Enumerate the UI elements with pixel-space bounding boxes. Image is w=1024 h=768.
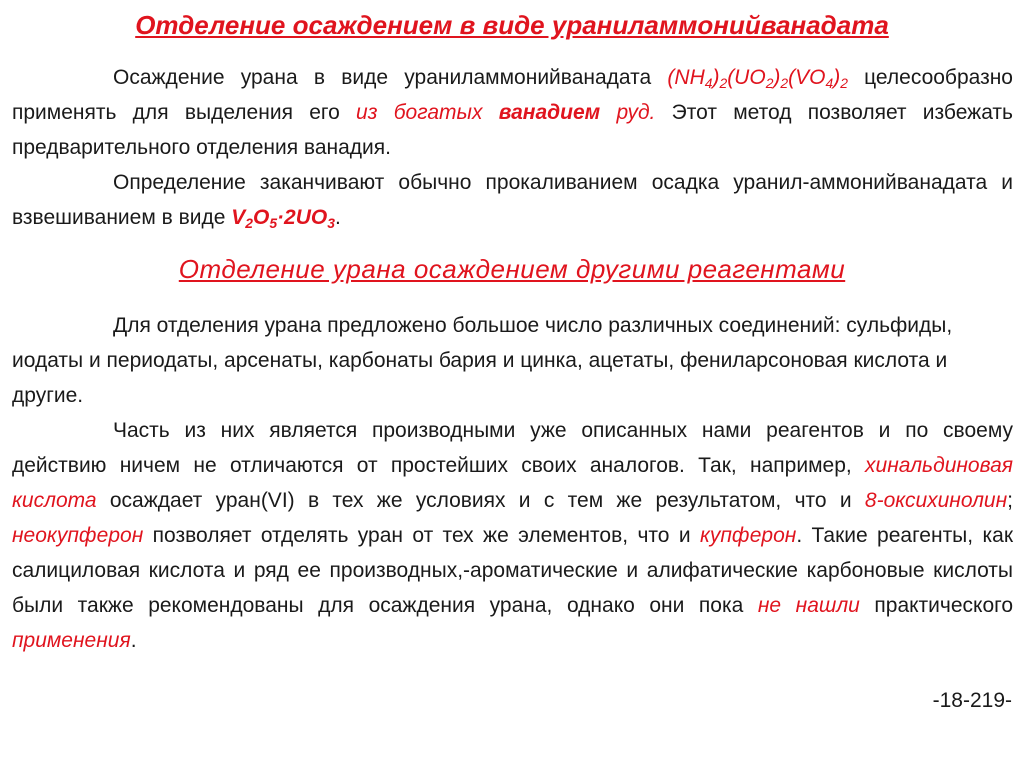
formula-weighing-form: $V_2O_5\cdot 2UO_3$ <box>231 206 335 231</box>
text-segment: позволяет отделять уран от тех же элементов, что и <box>143 524 700 547</box>
text-segment: ; <box>1007 489 1013 512</box>
paragraph-precipitation <box>12 60 1013 165</box>
paragraph-derivatives <box>12 413 1013 658</box>
page-number: -18-219- <box>932 689 1012 712</box>
highlight-vanadium: ванадием <box>498 101 601 124</box>
text-segment: практического <box>859 594 1013 617</box>
text-segment: Осаждение урана в виде ураниламмонийванадата <box>113 66 668 89</box>
highlight-oxyquinoline: 8-оксихинолин <box>864 489 1008 512</box>
section-vanadate-text <box>12 60 1013 235</box>
text-segment: Для отделения урана предложено большое число различных соединений: сульфиды, иодаты и периодаты, арсенаты, карбонаты бария и цинка, ацетаты, фениларсоновая кислота и другие. <box>12 314 953 407</box>
text-segment: . <box>130 629 137 652</box>
section-heading-other-reagents: Отделение урана осаждением другими реагентами <box>178 254 846 284</box>
highlight-ores: руд. <box>600 101 656 124</box>
highlight-cupferron: купферон <box>699 524 797 547</box>
text-segment: Этот метод позволяет избежать предварительного отделения ванадия. <box>12 101 1013 159</box>
main-heading: Отделение осаждением в виде ураниламмонийванадата <box>135 10 889 40</box>
text-segment: осаждает уран(VI) в тех же условиях и с тем же результатом, что и <box>96 489 865 512</box>
highlight-quinaldic-acid: хинальдиновая кислота <box>12 454 1013 512</box>
paragraph-compounds <box>12 308 1013 413</box>
highlight-not-found: не нашли <box>757 594 860 617</box>
text-segment: Часть из них является производными уже описанных нами реагентов и по своему действию ничем не отличаются от простейших своих аналогов. Так, например, <box>12 419 1013 477</box>
text-segment: . <box>334 206 341 229</box>
highlight-rich: из богатых <box>356 101 499 124</box>
highlight-neocupferron: неокупферон <box>12 524 144 547</box>
text-segment: Определение заканчивают обычно прокаливанием осадка уранил-аммонийванадата и взвешиванием в виде <box>12 171 1013 229</box>
formula-uranylammonium-vanadate: $(NH_4)_2(UO_2)_2(VO_4)_2$ <box>667 66 848 91</box>
text-segment: целесообразно применять для выделения его <box>12 66 1013 124</box>
highlight-application: применения <box>12 629 131 652</box>
paragraph-determination <box>12 165 1013 235</box>
text-segment: . Такие реагенты, как салициловая кислота и ряд ее производных,-ароматические и алифатические карбоновые кислоты были также рекомендованы для осаждения урана, однако они пока <box>12 524 1014 617</box>
section-other-reagents-text <box>12 308 1013 658</box>
